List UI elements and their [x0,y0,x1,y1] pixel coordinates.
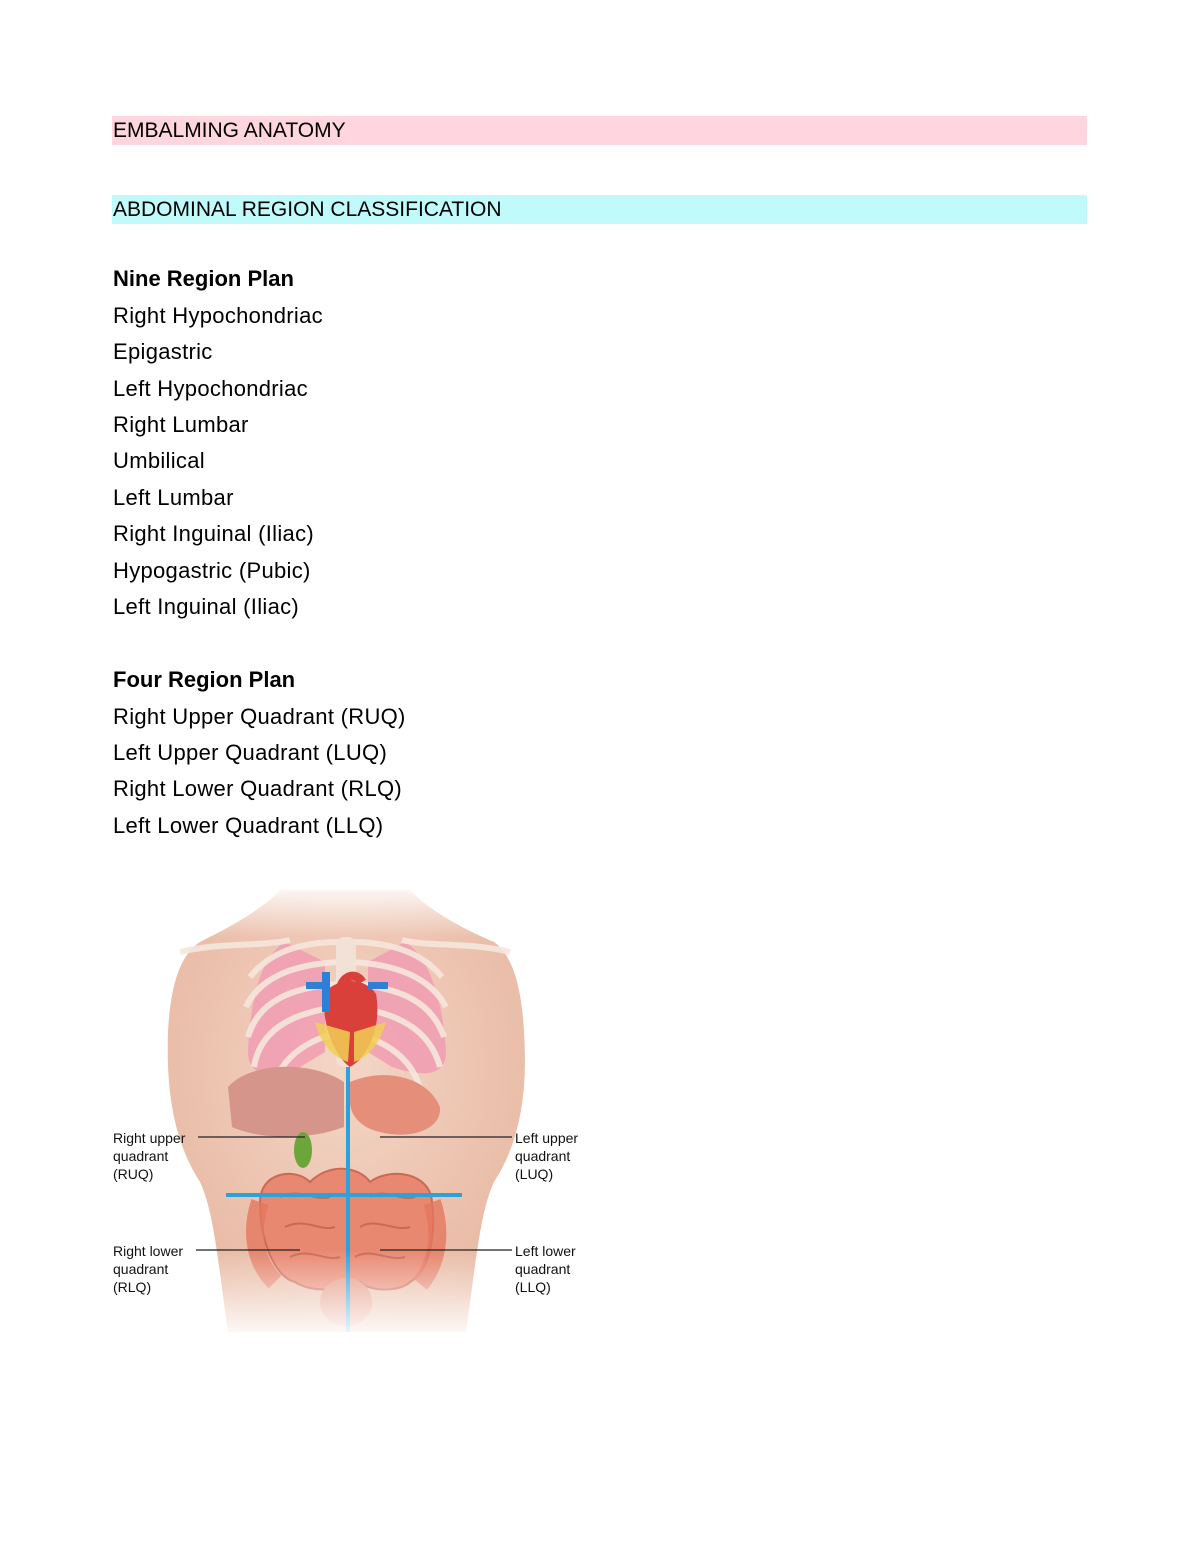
nine-region-item: Right Inguinal (Iliac) [113,521,315,546]
llq-label: Left lower quadrant (LLQ) [515,1243,576,1295]
four-region-item: Left Upper Quadrant (LUQ) [113,740,388,765]
four-region-item: Right Upper Quadrant (RUQ) [113,704,406,729]
four-region-item: Left Lower Quadrant (LLQ) [113,813,384,838]
rlq-label: Right lower quadrant (RLQ) [113,1243,184,1295]
nine-region-item: Umbilical [113,448,205,473]
nine-region-item: Epigastric [113,339,213,364]
nine-region-item: Right Lumbar [113,412,249,437]
nine-region-heading: Nine Region Plan [113,266,294,291]
four-region-item: Right Lower Quadrant (RLQ) [113,776,403,801]
ruq-label: Right upper quadrant (RUQ) [113,1130,186,1182]
luq-label: Left upper quadrant (LUQ) [515,1130,579,1182]
nine-region-item: Left Inguinal (Iliac) [113,594,300,619]
section-title: ABDOMINAL REGION CLASSIFICATION [112,195,1087,224]
document-title: EMBALMING ANATOMY [112,116,1087,145]
abdominal-quadrants-figure [110,882,600,1342]
four-region-heading: Four Region Plan [113,667,296,692]
nine-region-item: Left Hypochondriac [113,376,308,401]
nine-region-item: Left Lumbar [113,485,234,510]
nine-region-item: Right Hypochondriac [113,303,323,328]
nine-region-item: Hypogastric (Pubic) [113,558,311,583]
